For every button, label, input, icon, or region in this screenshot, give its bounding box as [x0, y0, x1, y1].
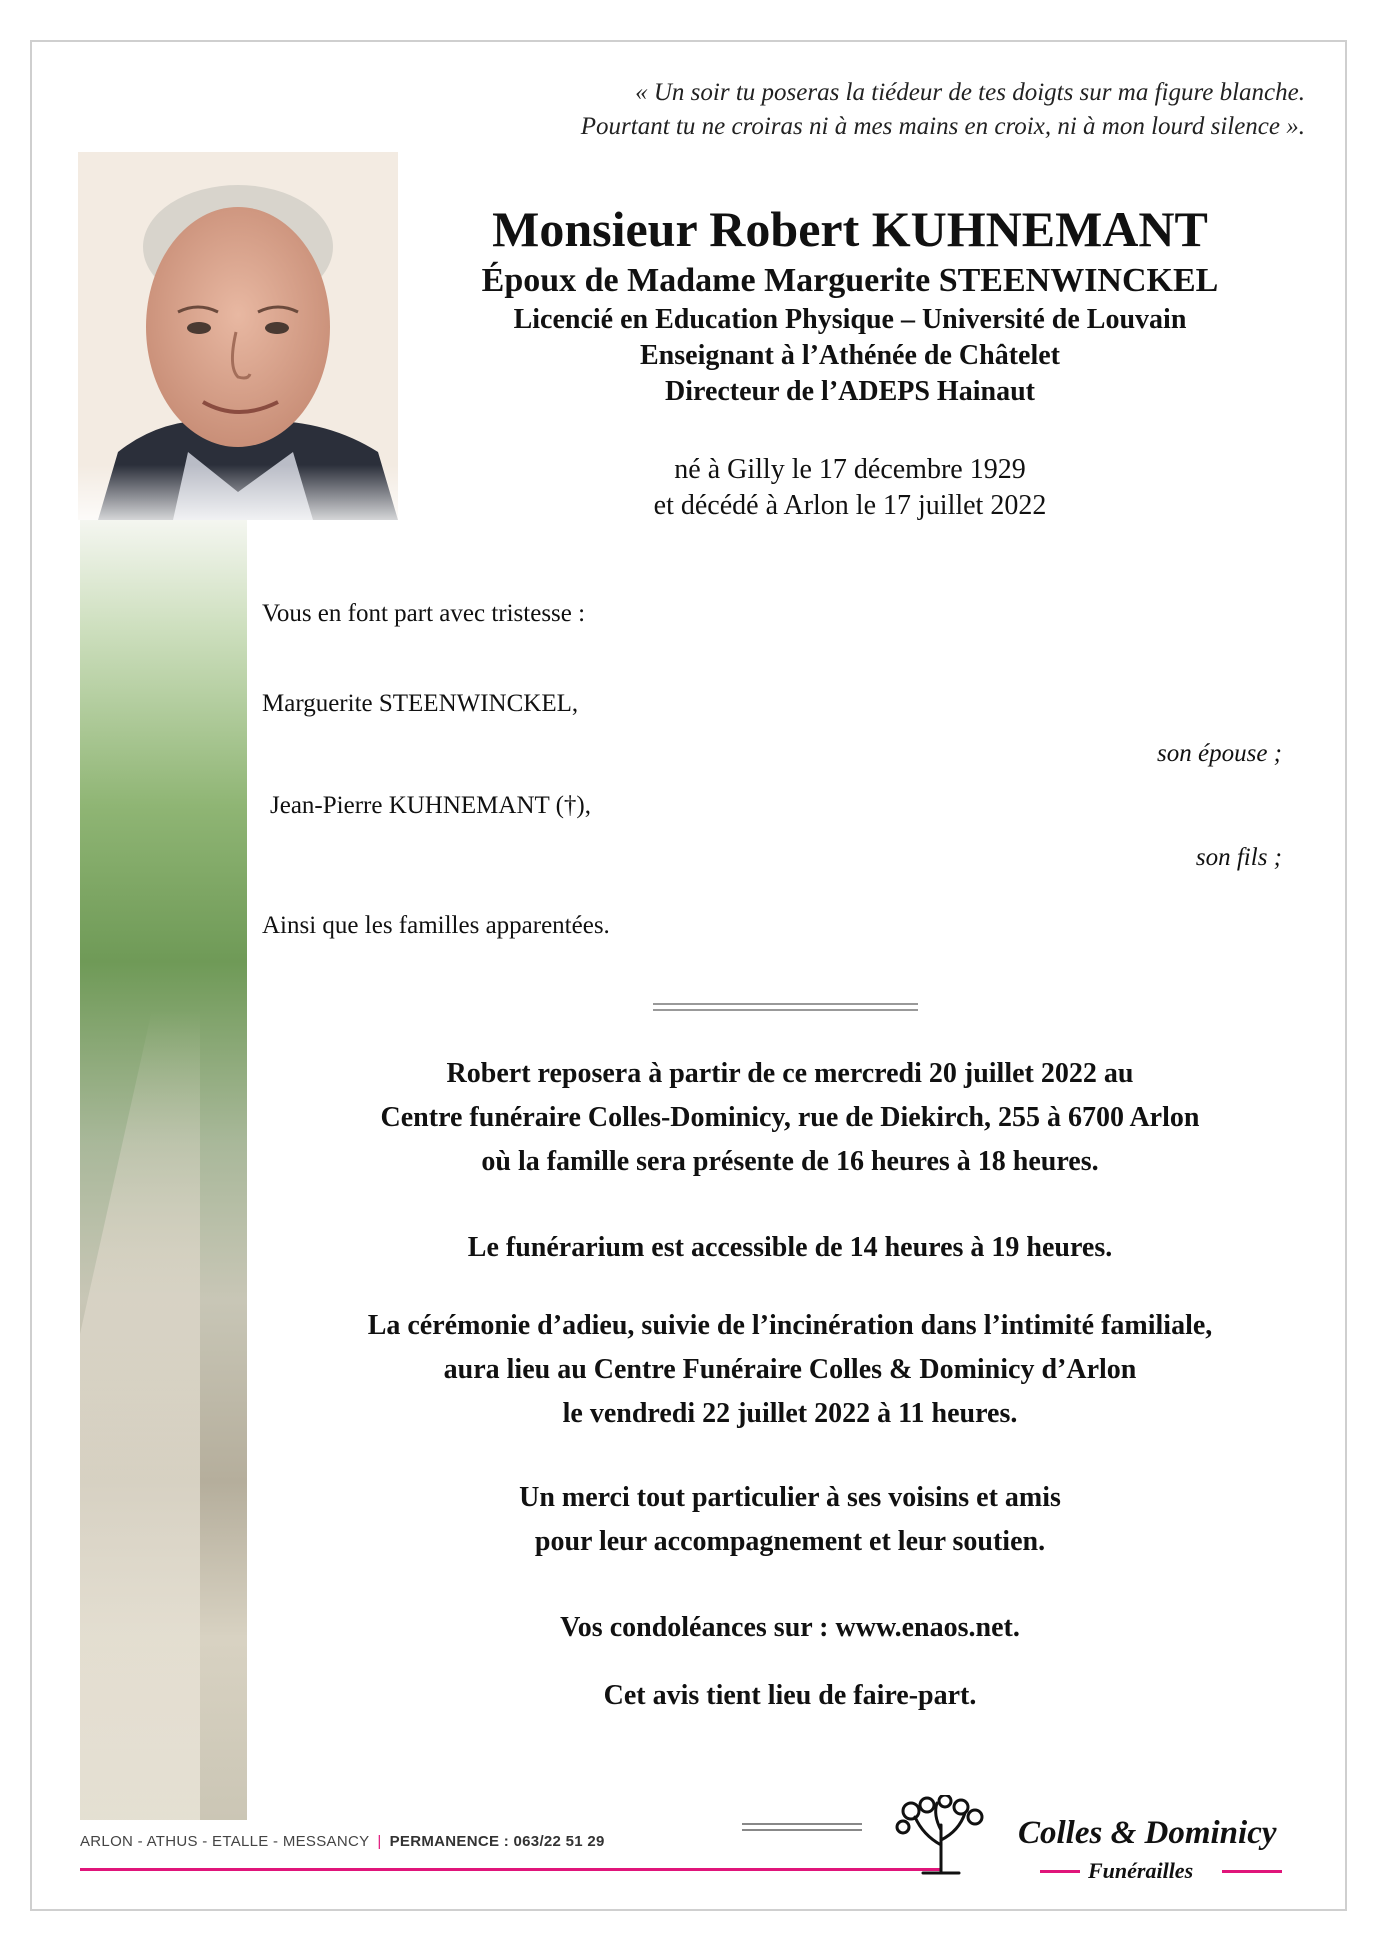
info-line: pour leur accompagnement et leur soutien.	[534, 1526, 1046, 1557]
footer-accent-line	[80, 1868, 940, 1871]
family-member-1: Marguerite STEENWINCKEL,	[262, 690, 579, 717]
logo-accent-left	[1040, 1870, 1080, 1873]
family-member-1-relation: son épouse ;	[1157, 740, 1282, 767]
info-line: Cet avis tient lieu de faire-part.	[603, 1680, 977, 1711]
portrait-illustration	[78, 152, 398, 520]
quote-line-2: Pourtant tu ne croiras ni à mes mains en croix, ni à mon lourd silence ».	[580, 113, 1305, 140]
info-line: Un merci tout particulier à ses voisins et amis	[519, 1482, 1061, 1513]
condolences-link-text: Vos condoléances sur : www.enaos.net.	[560, 1612, 1020, 1643]
family-member-2: Jean-Pierre KUHNEMANT (†),	[270, 792, 591, 819]
info-line: Centre funéraire Colles-Dominicy, rue de Diekirch, 255 à 6700 Arlon	[380, 1102, 1200, 1133]
deceased-role-3: Directeur de l’ADEPS Hainaut	[665, 376, 1035, 407]
info-line: où la famille sera présente de 16 heures à 18 heures.	[481, 1146, 1099, 1177]
family-intro: Vous en font part avec tristesse :	[262, 600, 586, 627]
quote-line-1: « Un soir tu poseras la tiédeur de tes doigts sur ma figure blanche.	[635, 79, 1305, 106]
footer-locations: ARLON - ATHUS - ETALLE - MESSANCY	[80, 1833, 370, 1850]
death-date: et décédé à Arlon le 17 juillet 2022	[653, 490, 1047, 521]
footer-permanence: PERMANENCE : 063/22 51 29	[389, 1833, 605, 1850]
section-divider	[653, 1003, 918, 1011]
info-line: La cérémonie d’adieu, suivie de l’incinération dans l’intimité familiale,	[367, 1310, 1213, 1341]
footer-contact	[80, 1833, 605, 1850]
birth-date: né à Gilly le 17 décembre 1929	[674, 454, 1026, 485]
deceased-role-2: Enseignant à l’Athénée de Châtelet	[640, 340, 1060, 371]
info-line: Le funérarium est accessible de 14 heures à 19 heures.	[467, 1232, 1113, 1263]
info-line: le vendredi 22 juillet 2022 à 11 heures.	[562, 1398, 1018, 1429]
deceased-role-1: Licencié en Education Physique – Université de Louvain	[513, 304, 1187, 335]
deceased-spouse: Époux de Madame Marguerite STEENWINCKEL	[481, 262, 1219, 299]
info-line: Robert reposera à partir de ce mercredi 20 juillet 2022 au	[446, 1058, 1134, 1089]
epitaph-quote	[305, 76, 1305, 144]
logo-divider	[742, 1823, 862, 1831]
family-member-2-relation: son fils ;	[1195, 844, 1282, 871]
funeral-home-name: Colles & Dominicy	[1018, 1815, 1277, 1851]
footer-separator: |	[377, 1833, 382, 1850]
logo-accent-right	[1222, 1870, 1282, 1873]
deceased-header	[400, 200, 1300, 524]
info-line: aura lieu au Centre Funéraire Colles & Dominicy d’Arlon	[443, 1354, 1137, 1385]
family-closing: Ainsi que les familles apparentées.	[262, 912, 610, 939]
ceremony-info	[270, 1052, 1310, 1718]
tree-logo-icon	[893, 1795, 988, 1875]
portrait-photo	[78, 152, 398, 520]
funeral-home-subtitle: Funérailles	[1088, 1858, 1194, 1883]
deceased-name: Monsieur Robert KUHNEMANT	[492, 201, 1208, 257]
life-dates	[400, 452, 1300, 524]
